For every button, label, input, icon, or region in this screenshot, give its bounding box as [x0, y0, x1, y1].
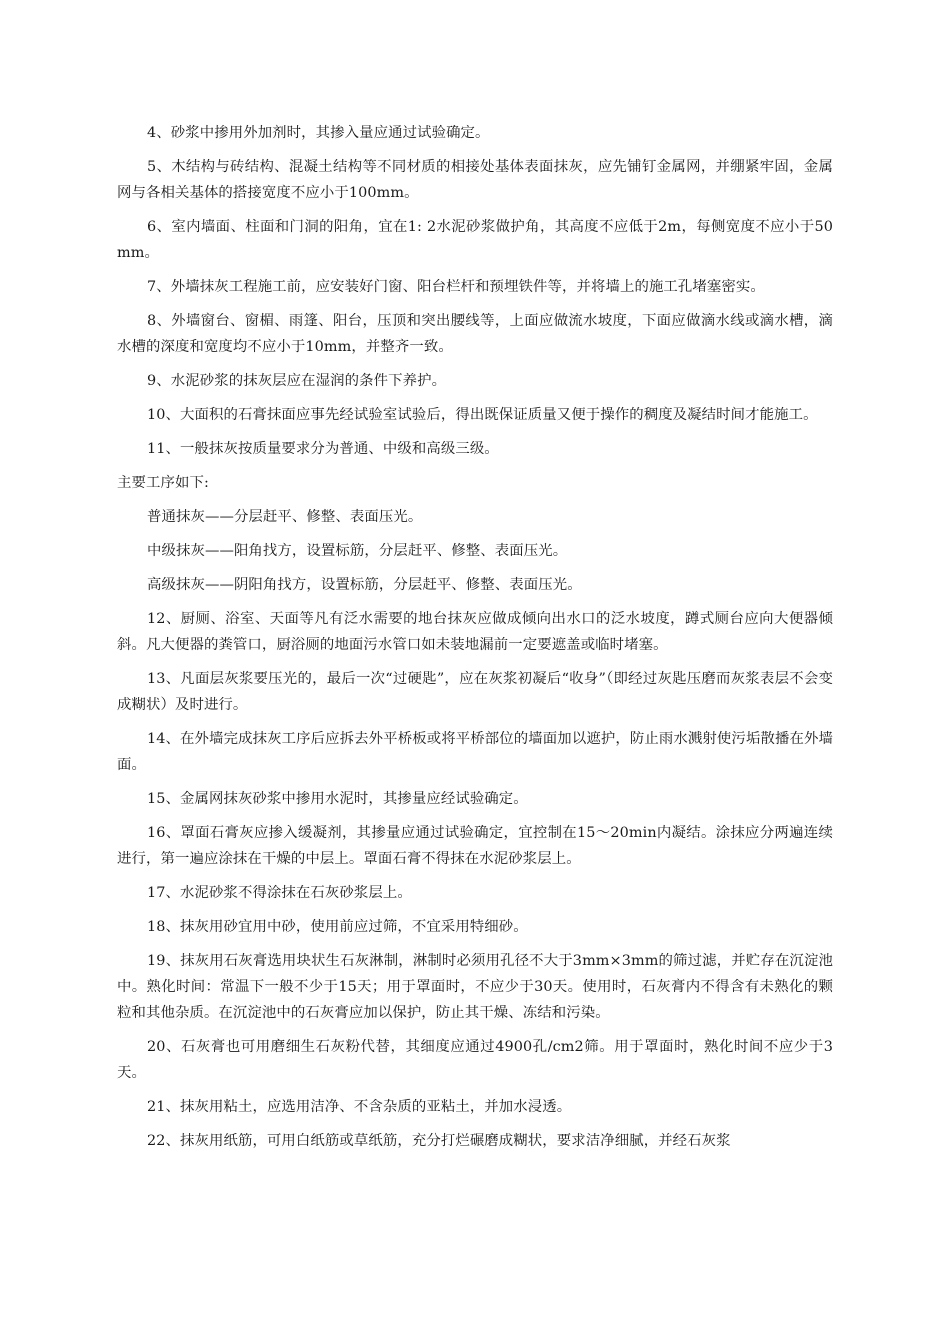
procedure-ordinary-plaster: 普通抹灰——分层赶平、修整、表面压光。	[147, 509, 423, 525]
paragraph-4: 4、砂浆中掺用外加剂时，其掺入量应通过试验确定。	[147, 125, 490, 141]
paragraph-22: 22、抹灰用纸筋，可用白纸筋或草纸筋，充分打烂碾磨成糊状，要求洁净细腻，并经石灰浆	[147, 1133, 731, 1149]
paragraph-7: 7、外墙抹灰工程施工前，应安装好门窗、阳台栏杆和预埋铁件等，并将墙上的施工孔堵塞密实。	[147, 279, 765, 295]
paragraph-17: 17、水泥砂浆不得涂抹在石灰砂浆层上。	[147, 885, 412, 901]
paragraph-5: 5、木结构与砖结构、混凝土结构等不同材质的相接处基体表面抹灰，应先铺钉金属网，并绷紧牢固，金属网与各相关基体的搭接宽度不应小于100mm。	[117, 159, 833, 201]
main-procedures-heading: 主要工序如下:	[117, 475, 209, 491]
paragraph-9: 9、水泥砂浆的抹灰层应在湿润的条件下养护。	[147, 373, 447, 389]
paragraph-6: 6、室内墙面、柱面和门洞的阳角，宜在1: 2水泥砂浆做护角，其高度不应低于2m，每侧宽度不应小于50mm。	[117, 219, 833, 261]
document-body	[117, 120, 833, 1162]
paragraph-16: 16、罩面石膏灰应掺入缓凝剂，其掺量应通过试验确定，宜控制在15～20min内凝结。涂抹应分两遍连续进行，第一遍应涂抹在干燥的中层上。罩面石膏不得抹在水泥砂浆层上。	[117, 825, 833, 867]
paragraph-13: 13、凡面层灰浆要压光的，最后一次“过硬匙”，应在灰浆初凝后“收身”（即经过灰匙压磨而灰浆表层不会变成糊状）及时进行。	[117, 671, 833, 713]
paragraph-21: 21、抹灰用粘土，应选用洁净、不含杂质的亚粘土，并加水浸透。	[147, 1099, 572, 1115]
paragraph-8: 8、外墙窗台、窗楣、雨篷、阳台，压顶和突出腰线等，上面应做流水坡度，下面应做滴水线或滴水槽，滴水槽的深度和宽度均不应小于10mm，并整齐一致。	[117, 313, 833, 355]
paragraph-19: 19、抹灰用石灰膏选用块状生石灰淋制，淋制时必须用孔径不大于3mm×3mm的筛过滤，并贮存在沉淀池中。熟化时间：常温下一般不少于15天；用于罩面时，不应少于30天。使用时，石灰膏内不得含有未熟化的颗粒和其他杂质。在沉淀池中的石灰膏应加以保护，防止其干燥、冻结和污染。	[117, 953, 833, 1021]
paragraph-15: 15、金属网抹灰砂浆中掺用水泥时，其掺量应经试验确定。	[147, 791, 528, 807]
procedure-advanced-plaster: 高级抹灰——阴阳角找方，设置标筋，分层赶平、修整、表面压光。	[147, 577, 582, 593]
paragraph-14: 14、在外墙完成抹灰工序后应拆去外平桥板或将平桥部位的墙面加以遮护，防止雨水溅射使污垢散播在外墙面。	[117, 731, 833, 773]
paragraph-18: 18、抹灰用砂宜用中砂，使用前应过筛，不宜采用特细砂。	[147, 919, 528, 935]
paragraph-11: 11、一般抹灰按质量要求分为普通、中级和高级三级。	[147, 441, 499, 457]
paragraph-10: 10、大面积的石膏抹面应事先经试验室试验后，得出既保证质量又便于操作的稠度及凝结时间才能施工。	[147, 407, 818, 423]
paragraph-20: 20、石灰膏也可用磨细生石灰粉代替，其细度应通过4900孔/cm2筛。用于罩面时，熟化时间不应少于3天。	[117, 1039, 833, 1081]
paragraph-12: 12、厨厕、浴室、天面等凡有泛水需要的地台抹灰应做成倾向出水口的泛水坡度，蹲式厕台应向大便器倾斜。凡大便器的粪管口，厨浴厕的地面污水管口如未装地漏前一定要遮盖或临时堵塞。	[117, 611, 833, 653]
procedure-medium-plaster: 中级抹灰——阳角找方，设置标筋，分层赶平、修整、表面压光。	[147, 543, 568, 559]
